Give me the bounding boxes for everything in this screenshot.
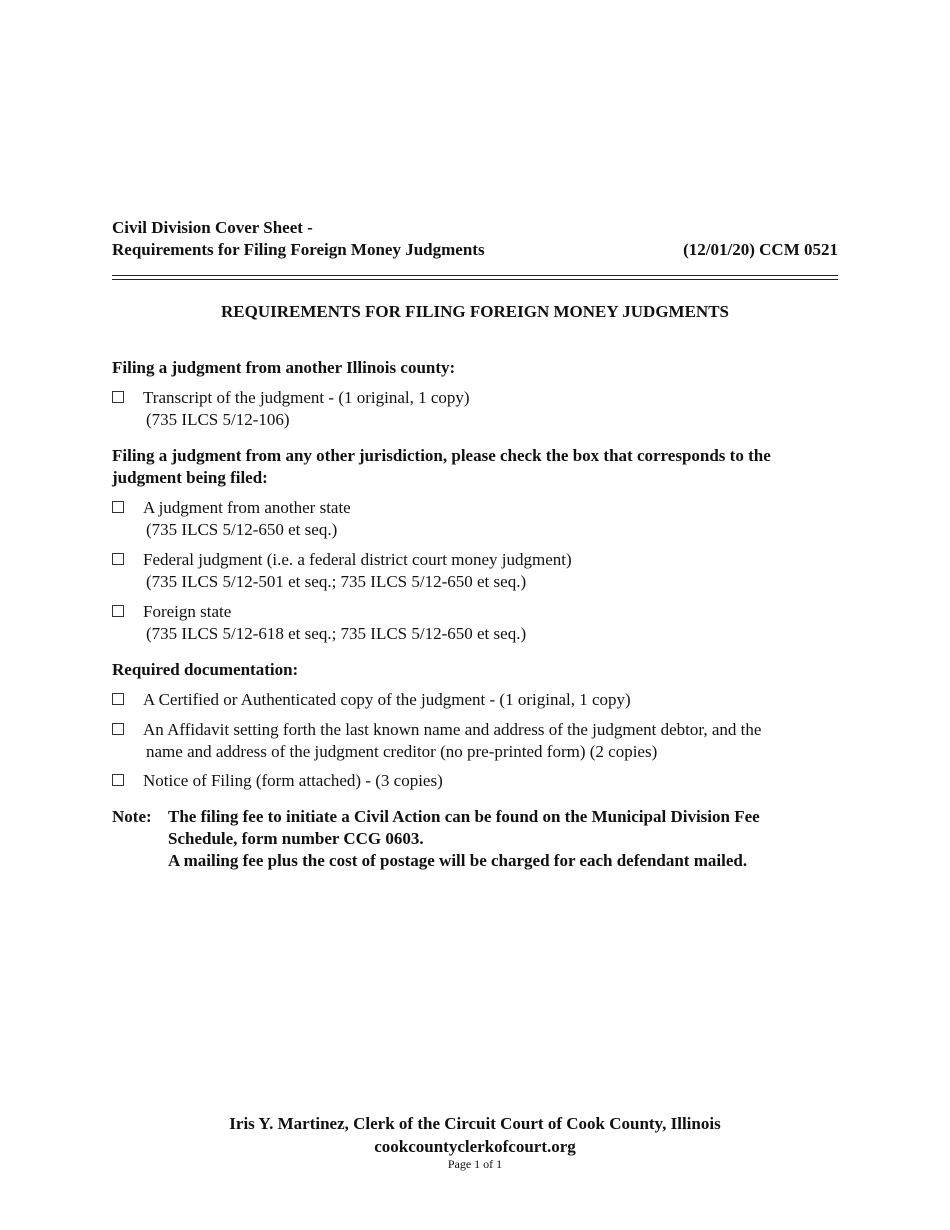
note-line2: Schedule, form number CCG 0603. [168,829,424,848]
form-header [112,217,838,261]
item-text: A Certified or Authenticated copy of the judgment - (1 original, 1 copy) [143,690,631,709]
item-text-continued: name and address of the judgment creditor (no pre-printed form) (2 copies) [146,742,658,761]
header-rule-bottom [112,279,838,280]
item-citation: (735 ILCS 5/12-650 et seq.) [146,520,338,539]
checkbox[interactable] [112,723,124,735]
item-text: A judgment from another state [143,498,351,517]
header-title-line2: Requirements for Filing Foreign Money Judgments [112,240,485,259]
footer-clerk: Iris Y. Martinez, Clerk of the Circuit Court of Cook County, Illinois [229,1114,721,1133]
item-citation: (735 ILCS 5/12-618 et seq.; 735 ILCS 5/12-650 et seq.) [146,624,527,643]
checklist-item-another-state [112,497,842,541]
section-illinois-heading: Filing a judgment from another Illinois county: [112,358,456,377]
checkbox[interactable] [112,391,124,403]
header-rule-top [112,275,838,276]
section-other-jurisdiction-heading [112,445,842,489]
item-text: Transcript of the judgment - (1 original, 1 copy) [143,388,470,407]
checklist-item-foreign-state [112,601,842,645]
item-text: Notice of Filing (form attached) - (3 copies) [143,771,443,790]
checkbox[interactable] [112,774,124,786]
checkbox[interactable] [112,605,124,617]
form-code: (12/01/20) CCM 0521 [683,240,838,259]
page-title: REQUIREMENTS FOR FILING FOREIGN MONEY JUDGMENTS [221,302,729,321]
heading-line2: judgment being filed: [112,468,268,487]
item-text: An Affidavit setting forth the last known name and address of the judgment debtor, and the [143,720,762,739]
page-number: Page 1 of 1 [447,1157,503,1171]
item-text: Foreign state [143,602,232,621]
checkbox[interactable] [112,553,124,565]
checklist-item-affidavit [112,719,842,763]
footer-website[interactable]: cookcountyclerkofcourt.org [374,1137,576,1156]
item-text: Federal judgment (i.e. a federal district court money judgment) [143,550,572,569]
checklist-item-transcript [112,387,842,431]
note-line1: The filing fee to initiate a Civil Action can be found on the Municipal Division Fee [168,807,760,826]
checklist-item-federal [112,549,842,593]
checkbox[interactable] [112,501,124,513]
header-title-line1: Civil Division Cover Sheet - [112,218,313,237]
note-line3: A mailing fee plus the cost of postage will be charged for each defendant mailed. [168,851,748,870]
checklist-item-notice-of-filing [112,770,842,792]
checkbox[interactable] [112,693,124,705]
fee-note [112,806,842,872]
checklist-item-certified-copy [112,689,842,711]
note-label: Note: [112,807,152,826]
heading-line1: Filing a judgment from any other jurisdiction, please check the box that corresponds to the [112,446,771,465]
section-required-docs-heading: Required documentation: [112,660,299,679]
item-citation: (735 ILCS 5/12-106) [146,410,290,429]
item-citation: (735 ILCS 5/12-501 et seq.; 735 ILCS 5/12-650 et seq.) [146,572,527,591]
